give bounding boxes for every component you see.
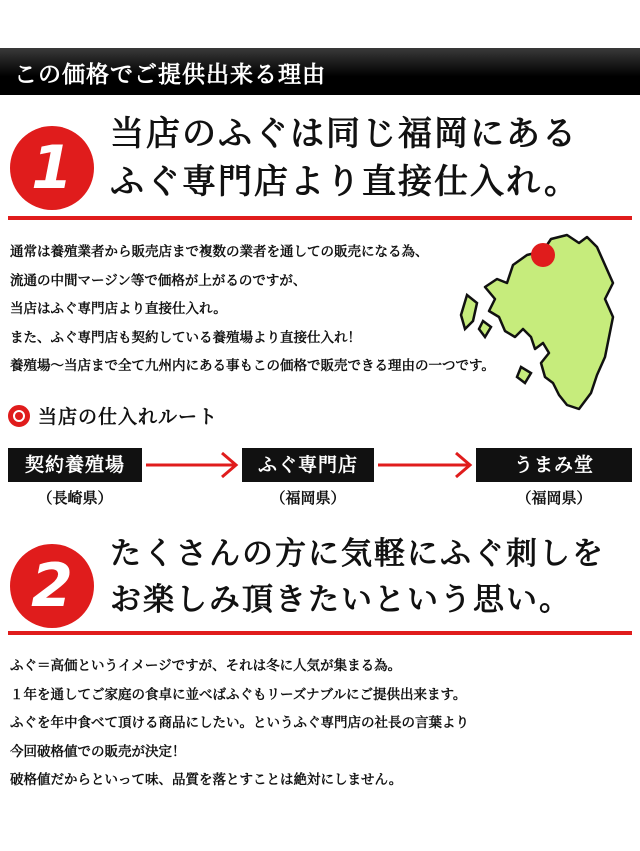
right-arrow-icon xyxy=(142,449,242,481)
divider xyxy=(8,631,632,635)
reason1-title-line2: ふぐ専門店より直接仕入れ。 xyxy=(110,162,581,202)
route-title: 当店の仕入れルート xyxy=(38,406,219,428)
reason-number-badge: 1 xyxy=(10,126,94,210)
route-step-pref: （福岡県） xyxy=(516,489,592,507)
body-line: ふぐを年中食べて頂ける商品にしたい。というふぐ専門店の社長の言葉より xyxy=(10,715,469,731)
kyushu-map-icon xyxy=(455,225,635,415)
body-line: １年を通してご家庭の食卓に並べばふぐもリーズナブルにご提供出来ます。 xyxy=(10,686,467,703)
route-step-pref: （福岡県） xyxy=(270,489,346,507)
section-header-title: この価格でご提供出来る理由 xyxy=(14,62,326,88)
ring-marker-icon xyxy=(8,405,30,427)
reason1-title-line1: 当店のふぐは同じ福岡にある xyxy=(110,114,578,154)
route-step-shop: うまみ堂 xyxy=(476,448,632,482)
reason2-title-line1: たくさんの方に気軽にふぐ刺しを xyxy=(110,536,605,572)
section-header xyxy=(0,48,640,95)
body-line: また、ふぐ専門店も契約している養殖場より直接仕入れ！ xyxy=(10,329,361,346)
body-line: 養殖場～当店まで全て九州内にある事もこの価格で販売できる理由の一つです。 xyxy=(10,358,495,374)
body-line: 今回破格値での販売が決定！ xyxy=(10,743,186,760)
reason1-body xyxy=(10,238,495,381)
reason2-title-line2: お楽しみ頂きたいという思い。 xyxy=(110,582,572,618)
body-line: 通常は養殖業者から販売店まで複数の業者を通しての販売になる為、 xyxy=(10,244,429,260)
route-step-farm: 契約養殖場 xyxy=(8,448,142,482)
divider xyxy=(8,216,632,220)
route-step-pref: （長崎県） xyxy=(37,489,113,507)
body-line: ふぐ＝高価というイメージですが、それは冬に人気が集まる為。 xyxy=(10,658,402,674)
fukuoka-marker xyxy=(531,243,555,267)
reason2-body xyxy=(10,652,469,795)
right-arrow-icon xyxy=(374,449,476,481)
body-line: 流通の中間マージン等で価格が上がるのですが、 xyxy=(10,272,307,289)
route-step-specialist: ふぐ専門店 xyxy=(242,448,374,482)
body-line: 破格値だからといって味、品質を落とすことは絶対にしません。 xyxy=(10,772,403,788)
body-line: 当店はふぐ専門店より直接仕入れ。 xyxy=(10,301,227,317)
reason-number-badge: 2 xyxy=(10,544,94,628)
